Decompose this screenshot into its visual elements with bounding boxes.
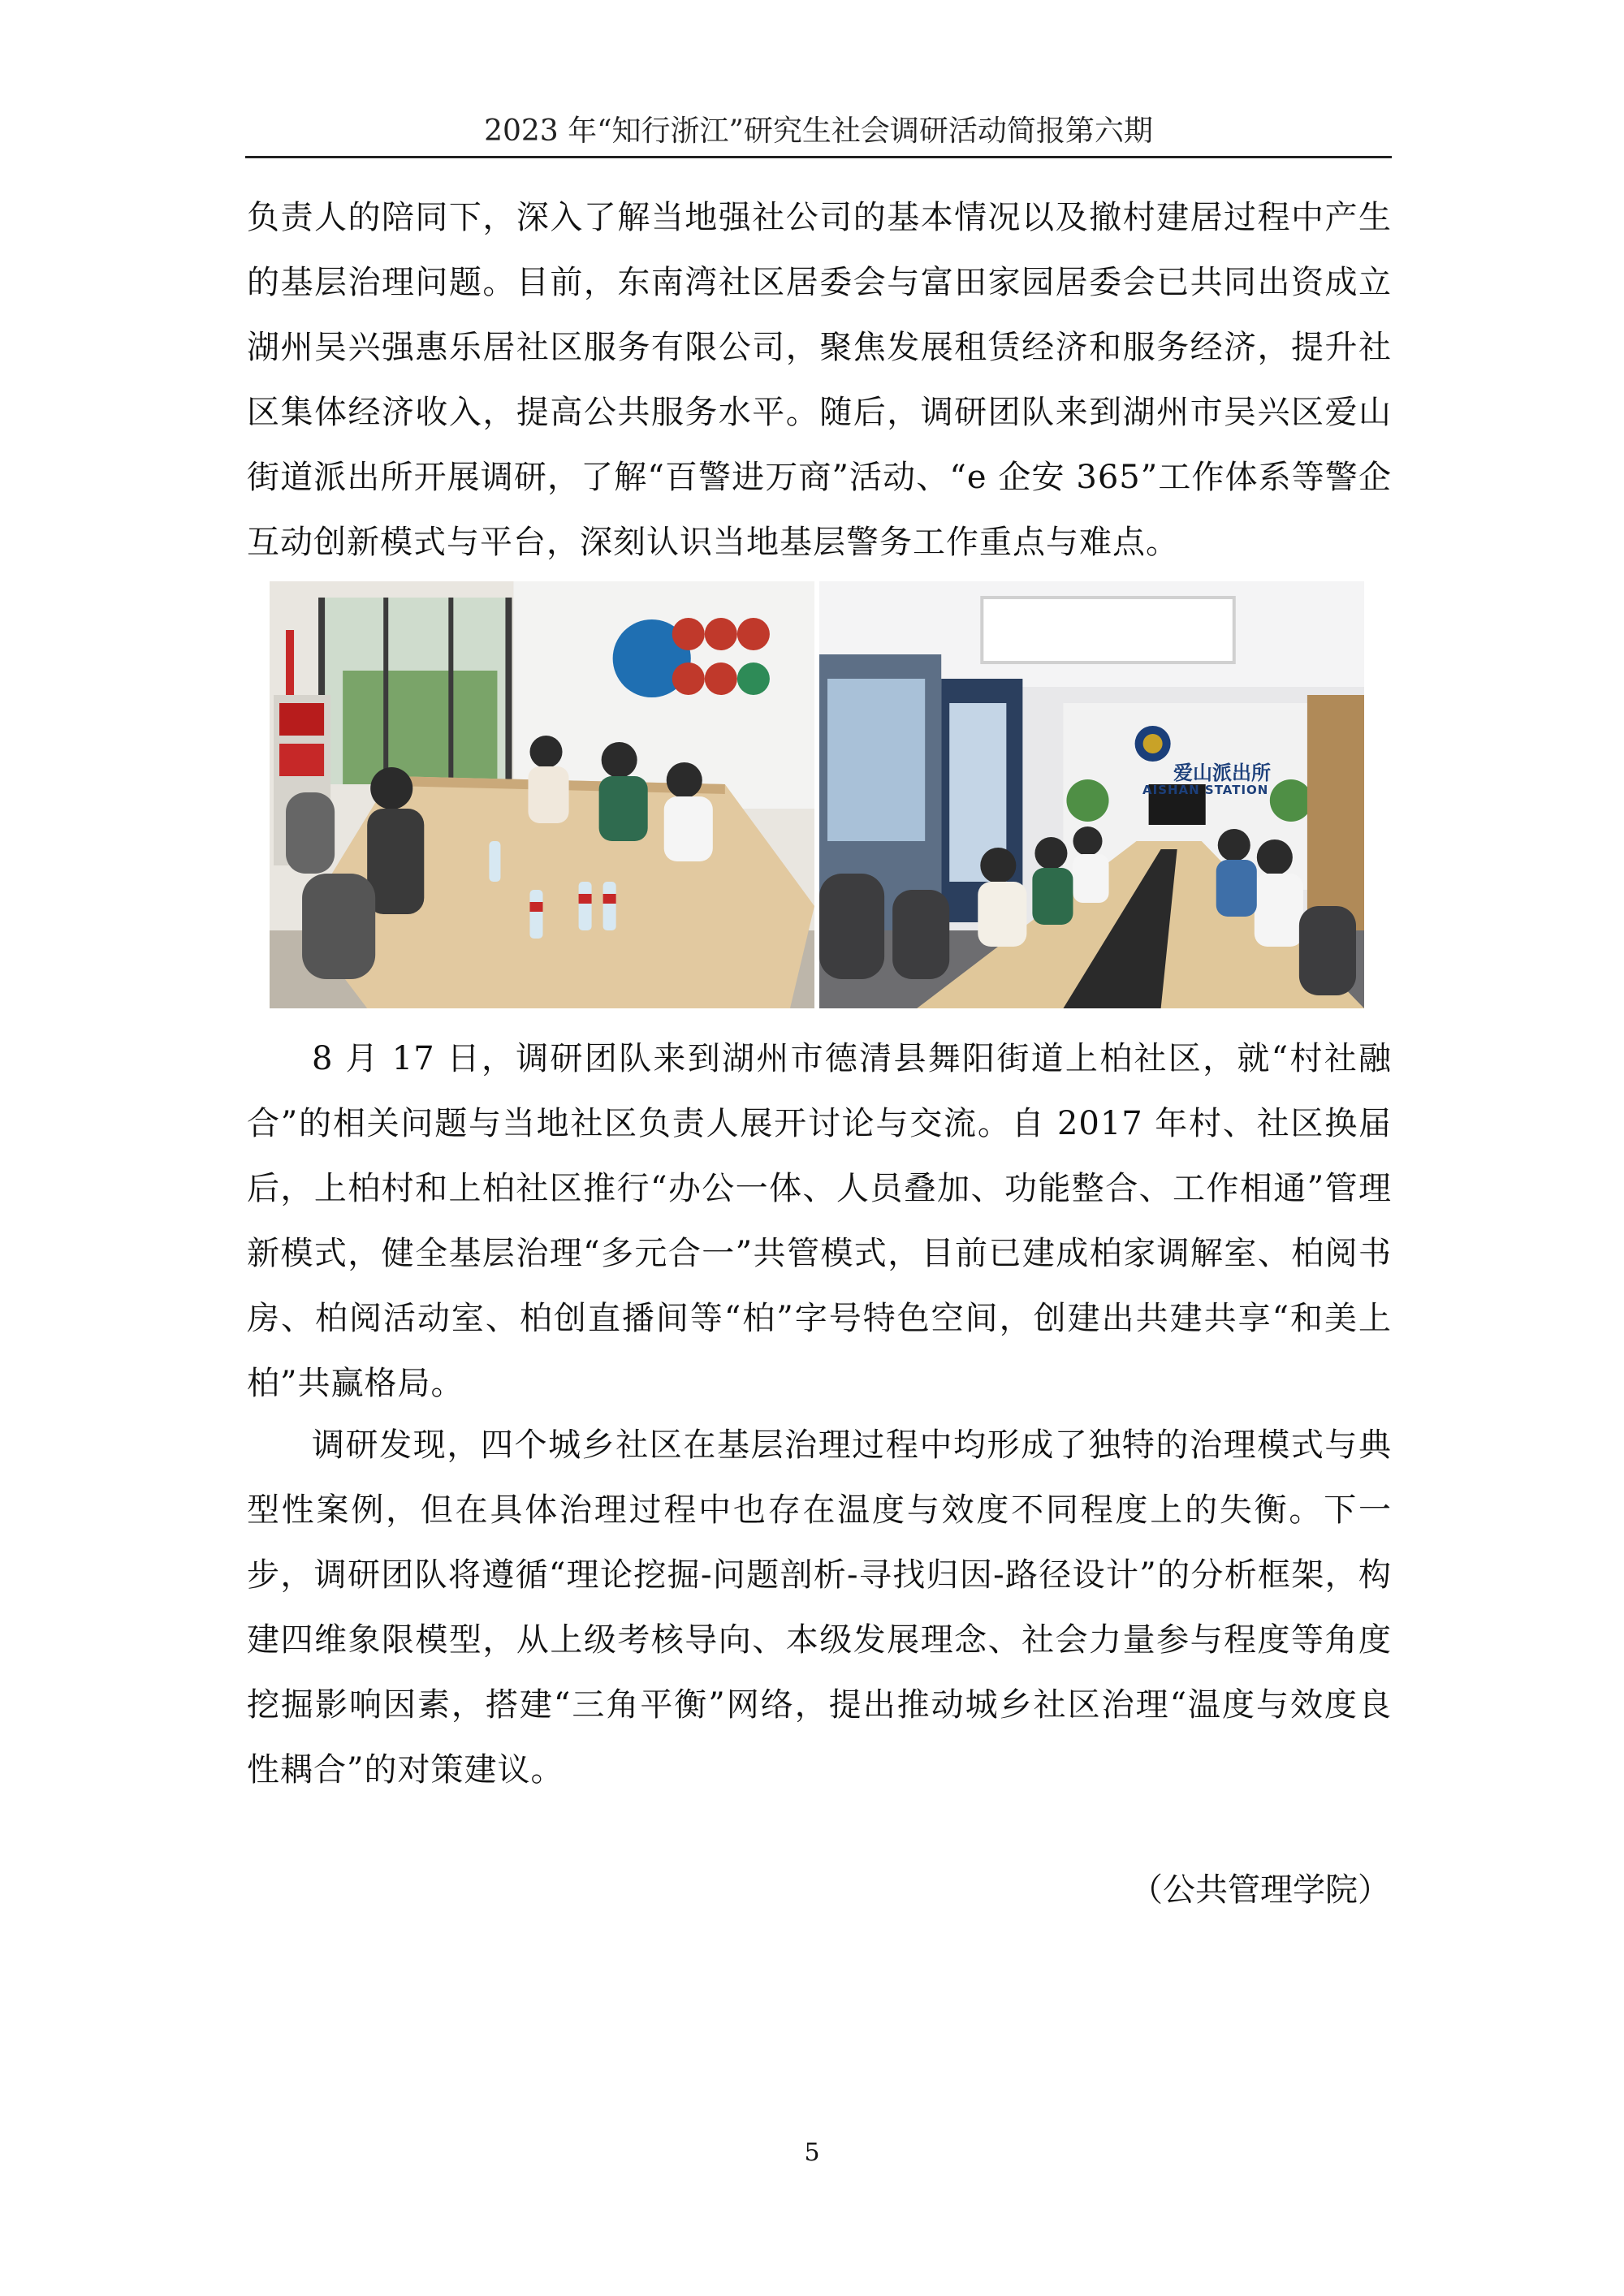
- paragraph-1: 负责人的陪同下，深入了解当地强社公司的基本情况以及撤村建居过程中产生的基层治理问题。目前，东南湾社区居委会与富田家园居委会已共同出资成立湖州吴兴强惠乐居社区服务有限公司，聚焦发展租赁经济和服务经济，提升社区集体经济收入，提高公共服务水平。随后，调研团队来到湖州市吴兴区爱山街道派出所开展调研，了解“百警进万商”活动、“e 企安 365”工作体系等警企互动创新模式与平台，深刻认识当地基层警务工作重点与难点。: [247, 199, 1392, 561]
- station-sign-english: AISHAN STATION: [1142, 783, 1269, 797]
- photo-row: [270, 581, 1364, 1008]
- page-header: 2023 年“知行浙江”研究生社会调研活动简报第六期: [484, 114, 1153, 148]
- page-number: 5: [804, 2138, 820, 2167]
- meeting-photo-right: [819, 581, 1364, 1008]
- meeting-room-illustration: [270, 581, 814, 1008]
- paragraph-2: 8 月 17 日，调研团队来到湖州市德清县舞阳街道上柏社区，就“村社融合”的相关问题与当地社区负责人展开讨论与交流。自 2017 年村、社区换届后，上柏村和上柏社区推行“办公一体、人员叠加、功能整合、工作相通”管理新模式，健全基层治理“多元合一”共管模式，目前已建成柏家调解室、柏阅书房、柏阅活动室、柏创直播间等“柏”字号特色空间，创建出共建共享“和美上柏”共赢格局。: [247, 1040, 1392, 1402]
- station-sign: 爱山派出所: [1173, 762, 1271, 784]
- paragraph-3: 调研发现，四个城乡社区在基层治理过程中均形成了独特的治理模式与典型性案例，但在具体治理过程中也存在温度与效度不同程度上的失衡。下一步，调研团队将遵循“理论挖掘-问题剖析-寻找归因-路径设计”的分析框架，构建四维象限模型，从上级考核导向、本级发展理念、社会力量参与程度等角度挖掘影响因素，搭建“三角平衡”网络，提出推动城乡社区治理“温度与效度良性耦合”的对策建议。: [247, 1426, 1392, 1789]
- meeting-photo-left: [270, 581, 814, 1008]
- author-signature: （公共管理学院）: [1130, 1871, 1390, 1909]
- police-station-illustration: [819, 581, 1364, 1008]
- header-rule: [245, 156, 1392, 158]
